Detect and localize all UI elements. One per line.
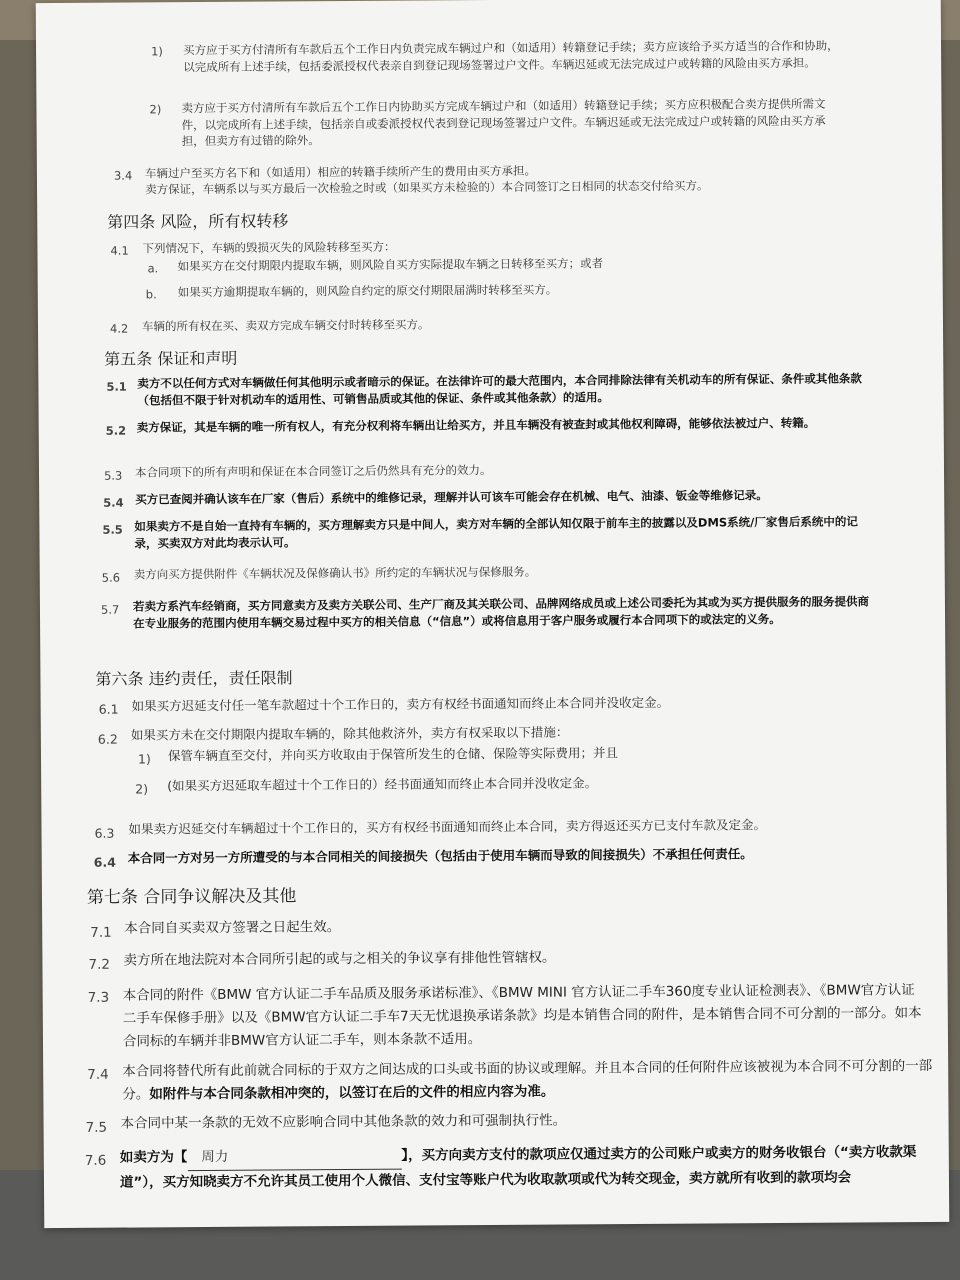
clause-number: 1) [137, 751, 151, 767]
clause-7-6-text: 】，买方向卖方支付的款项应仅通过卖方的公司账户或卖方的财务收银台（“卖方收款渠道”），买方知晓卖方不允许其员工使用个人微信、支付宝等账户代为收取款项或代为转交现金，卖方就所有收到的款项均会 [119, 1144, 917, 1191]
clause-number: 4.1 [110, 243, 129, 258]
clause-number: 6.1 [98, 701, 119, 717]
clause-6-2-2: (如果买方迟延取车超过十个工作日的）经书面通知而终止本合同并没收定金。 [167, 775, 598, 794]
article-7-heading: 第七条 合同争议解决及其他 [86, 886, 297, 908]
clause-5-6: 卖方向买方提供附件《车辆状况及保修确认书》所约定的车辆状况与保修服务。 [133, 564, 537, 582]
clause-6-3: 如果卖方迟延交付车辆超过十个工作日的，买方有权经书面通知而终止本合同，卖方得返还买方已支付车款及定金。 [128, 817, 767, 837]
clause-5-5: 如果卖方不是自始一直持有车辆的，买方理解卖方只是中间人，卖方对车辆的全部认知仅限于前车主的披露以及DMS系统/厂家售后系统中的记录，买卖双方对此均表示认可。 [134, 514, 858, 551]
clause-number: 5.4 [103, 495, 124, 510]
clause-number: 7.1 [90, 924, 112, 941]
clause-number: 6.4 [93, 854, 116, 870]
clause-number: a. [147, 261, 159, 276]
article-4-heading: 第四条 风险，所有权转移 [107, 211, 289, 232]
clause-5-4: 买方已查阅并确认该车在厂家（售后）系统中的维修记录，理解并认可该车可能会存在机械、电气、油漆、钣金等维修记录。 [135, 488, 768, 507]
clause-number: 5.2 [105, 423, 127, 438]
clause-number: 7.5 [85, 1119, 108, 1136]
clause-7-1: 本合同自买卖双方签署之日起生效。 [124, 919, 341, 937]
clause-3-3-2: 卖方应于买方付清所有车款后五个工作日内协助买方完成车辆过户和（如适用）转籍登记手续；买方应积极配合卖方提供所需文件，以完成所有上述手续，包括亲自或委派授权代表到登记现场签署过户文件。车辆迟延或无法完成过户或转籍的风险由买方承担，但卖方有过错的除外。 [181, 96, 826, 149]
clause-number: 5.6 [101, 570, 121, 585]
clause-number: 1) [151, 44, 163, 59]
clause-6-2-1: 保管车辆直至交付，并向买方收取由于保管所发生的仓储、保险等实际费用；并且 [167, 745, 619, 764]
contract-page [36, 0, 950, 1228]
clause-5-1: 卖方不以任何方式对车辆做任何其他明示或者暗示的保证。在法律许可的最大范围内，本合同排除法律有关机动车的所有保证、条件或其他条款（包括但不限于针对机动车的适用性、可销售品质或其他的保证、条件或其他条款）的适用。 [137, 371, 862, 408]
clause-number: 5.1 [106, 379, 127, 394]
clause-number: 2) [149, 102, 162, 117]
clause-7-3: 本合同的附件《BMW 官方认证二手车品质及服务承诺标准》、《BMW MINI 官方认证二手车360度专业认证检测表》、《BMW官方认证二手车保修手册》以及《BMW官方认证二手车7天无忧退换承诺条款》均是本销售合同的附件，是本销售合同不可分割的一部分。如本合同标的车辆并非BMW官方认证二手车，则本条款不适用。 [122, 982, 922, 1050]
clause-number: 6.2 [97, 731, 118, 747]
clause-3-4-line2: 卖方保证，车辆系以与买方最后一次检验之时或（如果买方未检验的）本合同签订之日相同的状态交付给买方。 [144, 178, 709, 197]
clause-number: 2) [135, 781, 149, 797]
clause-7-4 [122, 1055, 932, 1107]
clause-number: 7.3 [87, 989, 110, 1006]
clause-number: 7.2 [88, 956, 110, 973]
seller-name-field[interactable]: 周力 [187, 1145, 401, 1171]
clause-number: 5.7 [100, 602, 120, 617]
clause-6-2: 如果买方未在交付期限内提取车辆的，除其他救济外，卖方有权采取以下措施： [130, 724, 569, 743]
clause-7-2: 卖方所在地法院对本合同所引起的或与之相关的争议享有排他性管辖权。 [123, 949, 556, 969]
article-6-heading: 第六条 违约责任，责任限制 [95, 668, 293, 689]
clause-number: 6.3 [94, 825, 115, 841]
clause-3-4-line1: 车辆过户至买方名下和（如适用）相应的转籍手续所产生的费用由买方承担。 [144, 163, 536, 181]
clause-number: 5.3 [103, 468, 123, 483]
clause-4-1: 下列情况下，车辆的毁损灭失的风险转移至买方： [142, 239, 396, 256]
clause-number: 5.5 [102, 522, 123, 537]
clause-7-6-prefix: 如卖方为【 [119, 1149, 188, 1166]
article-5-heading: 第五条 保证和声明 [104, 348, 238, 369]
clause-number: 4.2 [109, 321, 129, 336]
clause-7-5: 本合同中某一条款的无效不应影响合同中其他条款的效力和可强制执行性。 [120, 1112, 567, 1132]
clause-4-1-b: 如果买方逾期提取车辆的，则风险自约定的原交付期限届满时转移至买方。 [177, 282, 558, 300]
clause-6-1: 如果买方迟延支付任一笔车款超过十个工作日的，卖方有权经书面通知而终止本合同并没收定金。 [131, 694, 670, 714]
clause-7-4-text: 本合同将替代所有此前就合同标的于双方之间达成的口头或书面的协议或理解。并且本合同的任何附件应该被视为本合同不可分割的一部分。 [122, 1057, 933, 1103]
clause-7-4-bold-text: 如附件与本合同条款相冲突的，以签订在后的文件的相应内容为准。 [149, 1083, 555, 1103]
clause-5-3: 本合同项下的所有声明和保证在本合同签订之后仍然具有充分的效力。 [134, 463, 492, 480]
clause-number: 3.4 [113, 168, 133, 183]
clause-number: 7.6 [84, 1152, 107, 1169]
clause-number: 7.4 [87, 1066, 109, 1083]
clause-4-2: 车辆的所有权在买、卖双方完成车辆交付时转移至买方。 [141, 317, 430, 334]
clause-7-6 [120, 1141, 935, 1195]
clause-6-4: 本合同一方对另一方所遭受的与本合同相关的间接损失（包括由于使用车辆而导致的间接损失）不承担任何责任。 [127, 846, 753, 866]
clause-4-1-a: 如果买方在交付期限内提取车辆，则风险自买方实际提取车辆之日转移至买方；或者 [177, 256, 604, 274]
clause-5-2: 卖方保证，其是车辆的唯一所有权人，有充分权利将车辆出让给买方，并且车辆没有被查封或其他权利障碍，能够依法被过户、转籍。 [136, 415, 816, 435]
clause-number: b. [145, 287, 157, 302]
clause-5-7: 若卖方系汽车经销商，买方同意卖方及卖方关联公司、生产厂商及其关联公司、品牌网络成员或上述公司委托为其或为买方提供服务的服务提供商在专业服务的范围内使用车辆交易过程中买方的相关信息（“信息”）或将信息用于客户服务或履行本合同项下的或法定的义务。 [132, 594, 869, 631]
clause-3-3-1: 买方应于买方付清所有车款后五个工作日内负责完成车辆过户和（如适用）转籍登记手续；卖方应该给予买方适当的合作和协助，以完成所有上述手续，包括委派授权代表亲自到登记现场签署过户文件。车辆迟延或无法完成过户或转籍的风险由买方承担。 [183, 38, 839, 74]
